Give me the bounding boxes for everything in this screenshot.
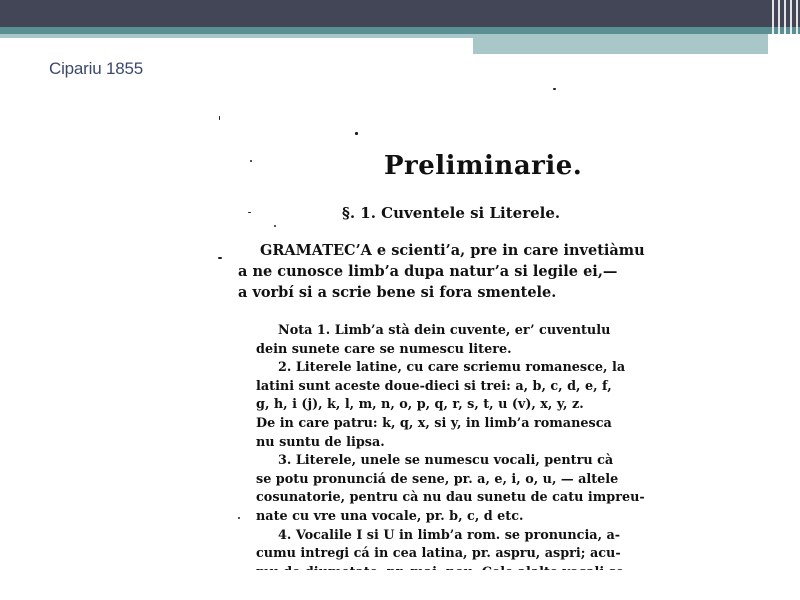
section-heading: §. 1. Cuventele si Literele.: [342, 204, 561, 222]
header-band-block: [473, 34, 768, 54]
note-line: nu suntu de lipsa.: [256, 434, 385, 450]
scan-speck: [553, 88, 556, 90]
note-line: 4. Vocalile I si U in limb’a rom. se pronuncia, a-: [278, 527, 621, 543]
page-title: Preliminarie.: [384, 151, 583, 181]
note-line: 2. Literele latine, cu care scriemu romanesce, la: [278, 360, 626, 376]
scan-speck: [274, 225, 276, 227]
scan-speck: [250, 160, 252, 162]
slide-caption: Cipariu 1855: [49, 59, 143, 78]
scan-speck: [218, 257, 222, 259]
intro-line: a ne cunosce limb’a dupa natur’a si legile ei,—: [238, 263, 618, 280]
note-line: cosunatorie, pentru cà nu dau sunetu de catu impreu-: [256, 490, 645, 506]
header-band-teal: [0, 27, 800, 34]
scan-speck: [355, 132, 358, 135]
scan-speck: [238, 517, 240, 519]
scanned-page: [218, 95, 718, 578]
intro-paragraph: [238, 240, 708, 303]
header-corner-stripes: [768, 0, 800, 54]
header-band-dark: [0, 0, 800, 27]
note-line: dein sunete care se numescu litere.: [256, 341, 512, 357]
note-line: cumu intregi cá in cea latina, pr. aspru, aspri; acu-: [256, 546, 621, 562]
scan-speck: [248, 212, 251, 213]
note-line: 3. Literele, unele se numescu vocali, pentru cà: [278, 453, 614, 469]
note-line: nate cu vre una vocale, pr. b, c, d etc.: [256, 508, 524, 524]
intro-line: a vorbí si a scrie bene si fora smentele.: [238, 284, 557, 301]
header-band-light: [0, 34, 473, 38]
note-line: De in care patru: k, q, x, si y, in limb’a romanesca: [256, 415, 612, 431]
note-line: se potu pronunciá de sene, pr. a, e, i, o, u, — altele: [256, 471, 619, 487]
note-line: Nota 1. Limb’a stà dein cuvente, er’ cuventulu: [278, 323, 611, 338]
note-line: g, h, i (j), k, l, m, n, o, p, q, r, s, t, u (v), x, y, z.: [256, 397, 584, 413]
note-line: latini sunt aceste doue-dieci si trei: a, b, c, d, e, f,: [256, 378, 612, 394]
scan-speck: [219, 116, 220, 120]
intro-line: GRAMATEC’A e scienti’a, pre in care invetiàmu: [260, 242, 645, 259]
notes-block: [256, 322, 710, 578]
scan-bottom-crop: [218, 570, 718, 578]
